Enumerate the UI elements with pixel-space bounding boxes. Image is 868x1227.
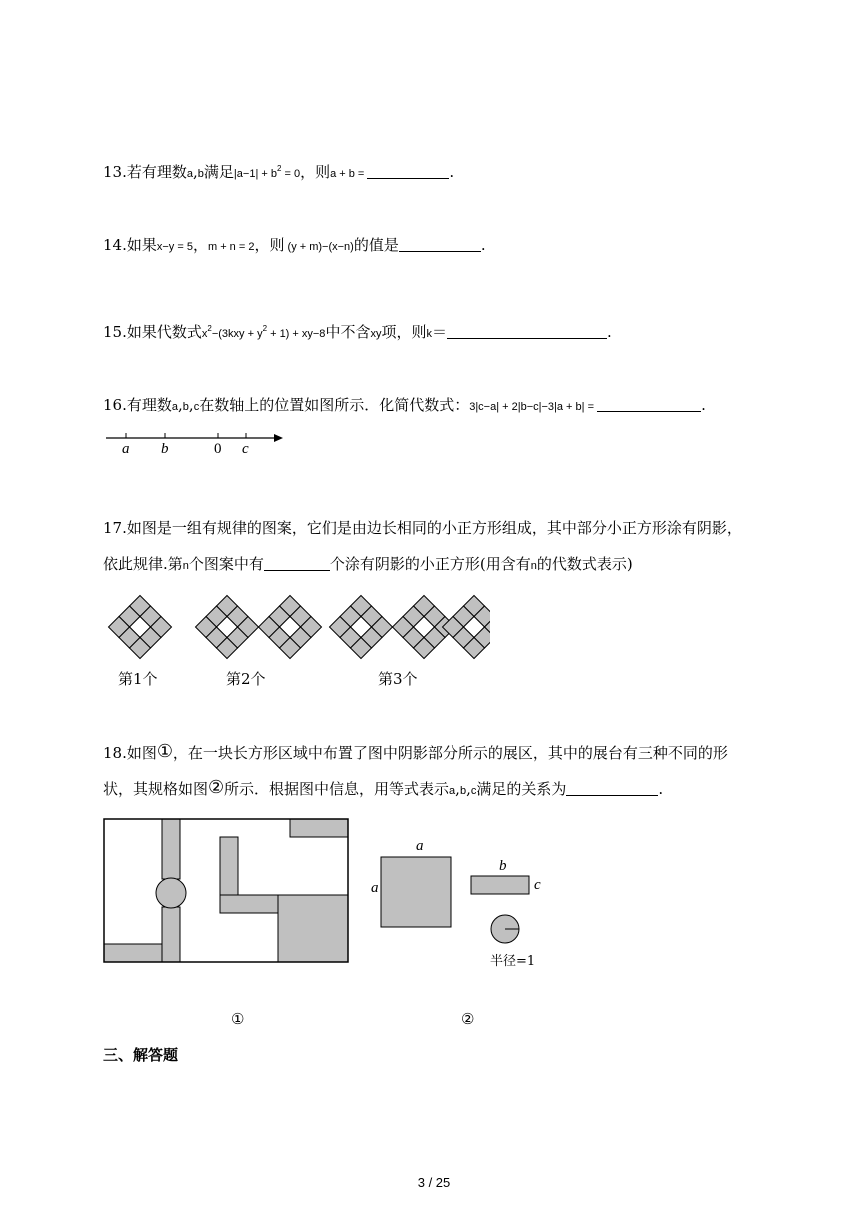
question-16: 16.有理数a,b,c在数轴上的位置如图所示．化简代数式：3|c−a| + 2|b−c|−3|a + b| = . [103, 396, 706, 414]
shade-mid-horizontal [220, 895, 278, 913]
answer-blank[interactable] [566, 781, 658, 796]
answer-blank[interactable] [447, 324, 607, 339]
label-rect-right-c: c [534, 877, 541, 893]
answer-blank[interactable] [597, 397, 701, 412]
question-15: 15.如果代数式$x^2-(3kxy + y^2 + 1) + xy-8$中不含xy项，则k＝ . [103, 323, 612, 341]
question-14: 14.如果x−y = 5，m + n = 2，则 (y + m)−(x−n)的值是 . [103, 236, 486, 254]
circled-one: ① [156, 741, 173, 762]
axis-label-c: c [242, 441, 249, 457]
pattern-caption-1: 第1个 [118, 670, 158, 688]
label-square-top-a: a [416, 838, 424, 854]
section-heading: 三、解答题 [103, 1046, 179, 1064]
question-18-line-2: 状，其规格如图②所示．根据图中信息，用等式表示a,b,c满足的关系为 . [103, 777, 664, 798]
answer-blank[interactable] [399, 237, 481, 252]
figure-caption-1: ① [231, 1010, 245, 1028]
axis-label-b: b [161, 441, 169, 457]
arrow-head-icon [274, 434, 283, 442]
rect-bc [471, 876, 529, 894]
circled-two: ② [208, 777, 225, 798]
question-13: 13.若有理数a,b满足$|a-1| + b^2 = 0$，则a + b = . [103, 163, 455, 181]
question-17-line-1: 17.如图是一组有规律的图案，它们是由边长相同的小正方形组成，其中部分小正方形涂有阴影， [103, 519, 742, 537]
shade-circle [156, 878, 186, 908]
axis-label-0: 0 [214, 441, 222, 457]
figure-1-layout [102, 817, 352, 967]
page-number: 3 / 25 [417, 1175, 451, 1190]
math-expr: |a−1| + b [233, 168, 277, 180]
label-rect-top-b: b [499, 858, 507, 874]
shade-bottom-left [104, 944, 162, 962]
answer-blank[interactable] [264, 556, 330, 571]
axis-label-a: a [122, 441, 130, 457]
shade-mid-vertical [220, 837, 238, 895]
label-radius: 半径=1 [490, 954, 536, 969]
question-17-line-2: 依此规律.第n个图案中有 个涂有阴影的小正方形(用含有n的代数式表示) [103, 555, 633, 573]
shade-vertical-upper [162, 819, 180, 879]
square-a [381, 857, 451, 927]
question-18-line-1: 18.如图①，在一块长方形区域中布置了图中阴影部分所示的展区，其中的展台有三种不同的形 [103, 741, 728, 762]
label-square-left-a: a [371, 880, 379, 896]
figure-caption-2: ② [461, 1010, 475, 1028]
pattern-caption-3: 第3个 [378, 670, 418, 688]
shade-big-square [278, 895, 348, 962]
shade-top-right [290, 819, 348, 837]
pattern-figures [100, 590, 490, 665]
pattern-caption-2: 第2个 [226, 670, 266, 688]
answer-blank[interactable] [367, 164, 449, 179]
figure-2-shapes [370, 840, 560, 950]
shade-vertical-lower [162, 907, 180, 962]
